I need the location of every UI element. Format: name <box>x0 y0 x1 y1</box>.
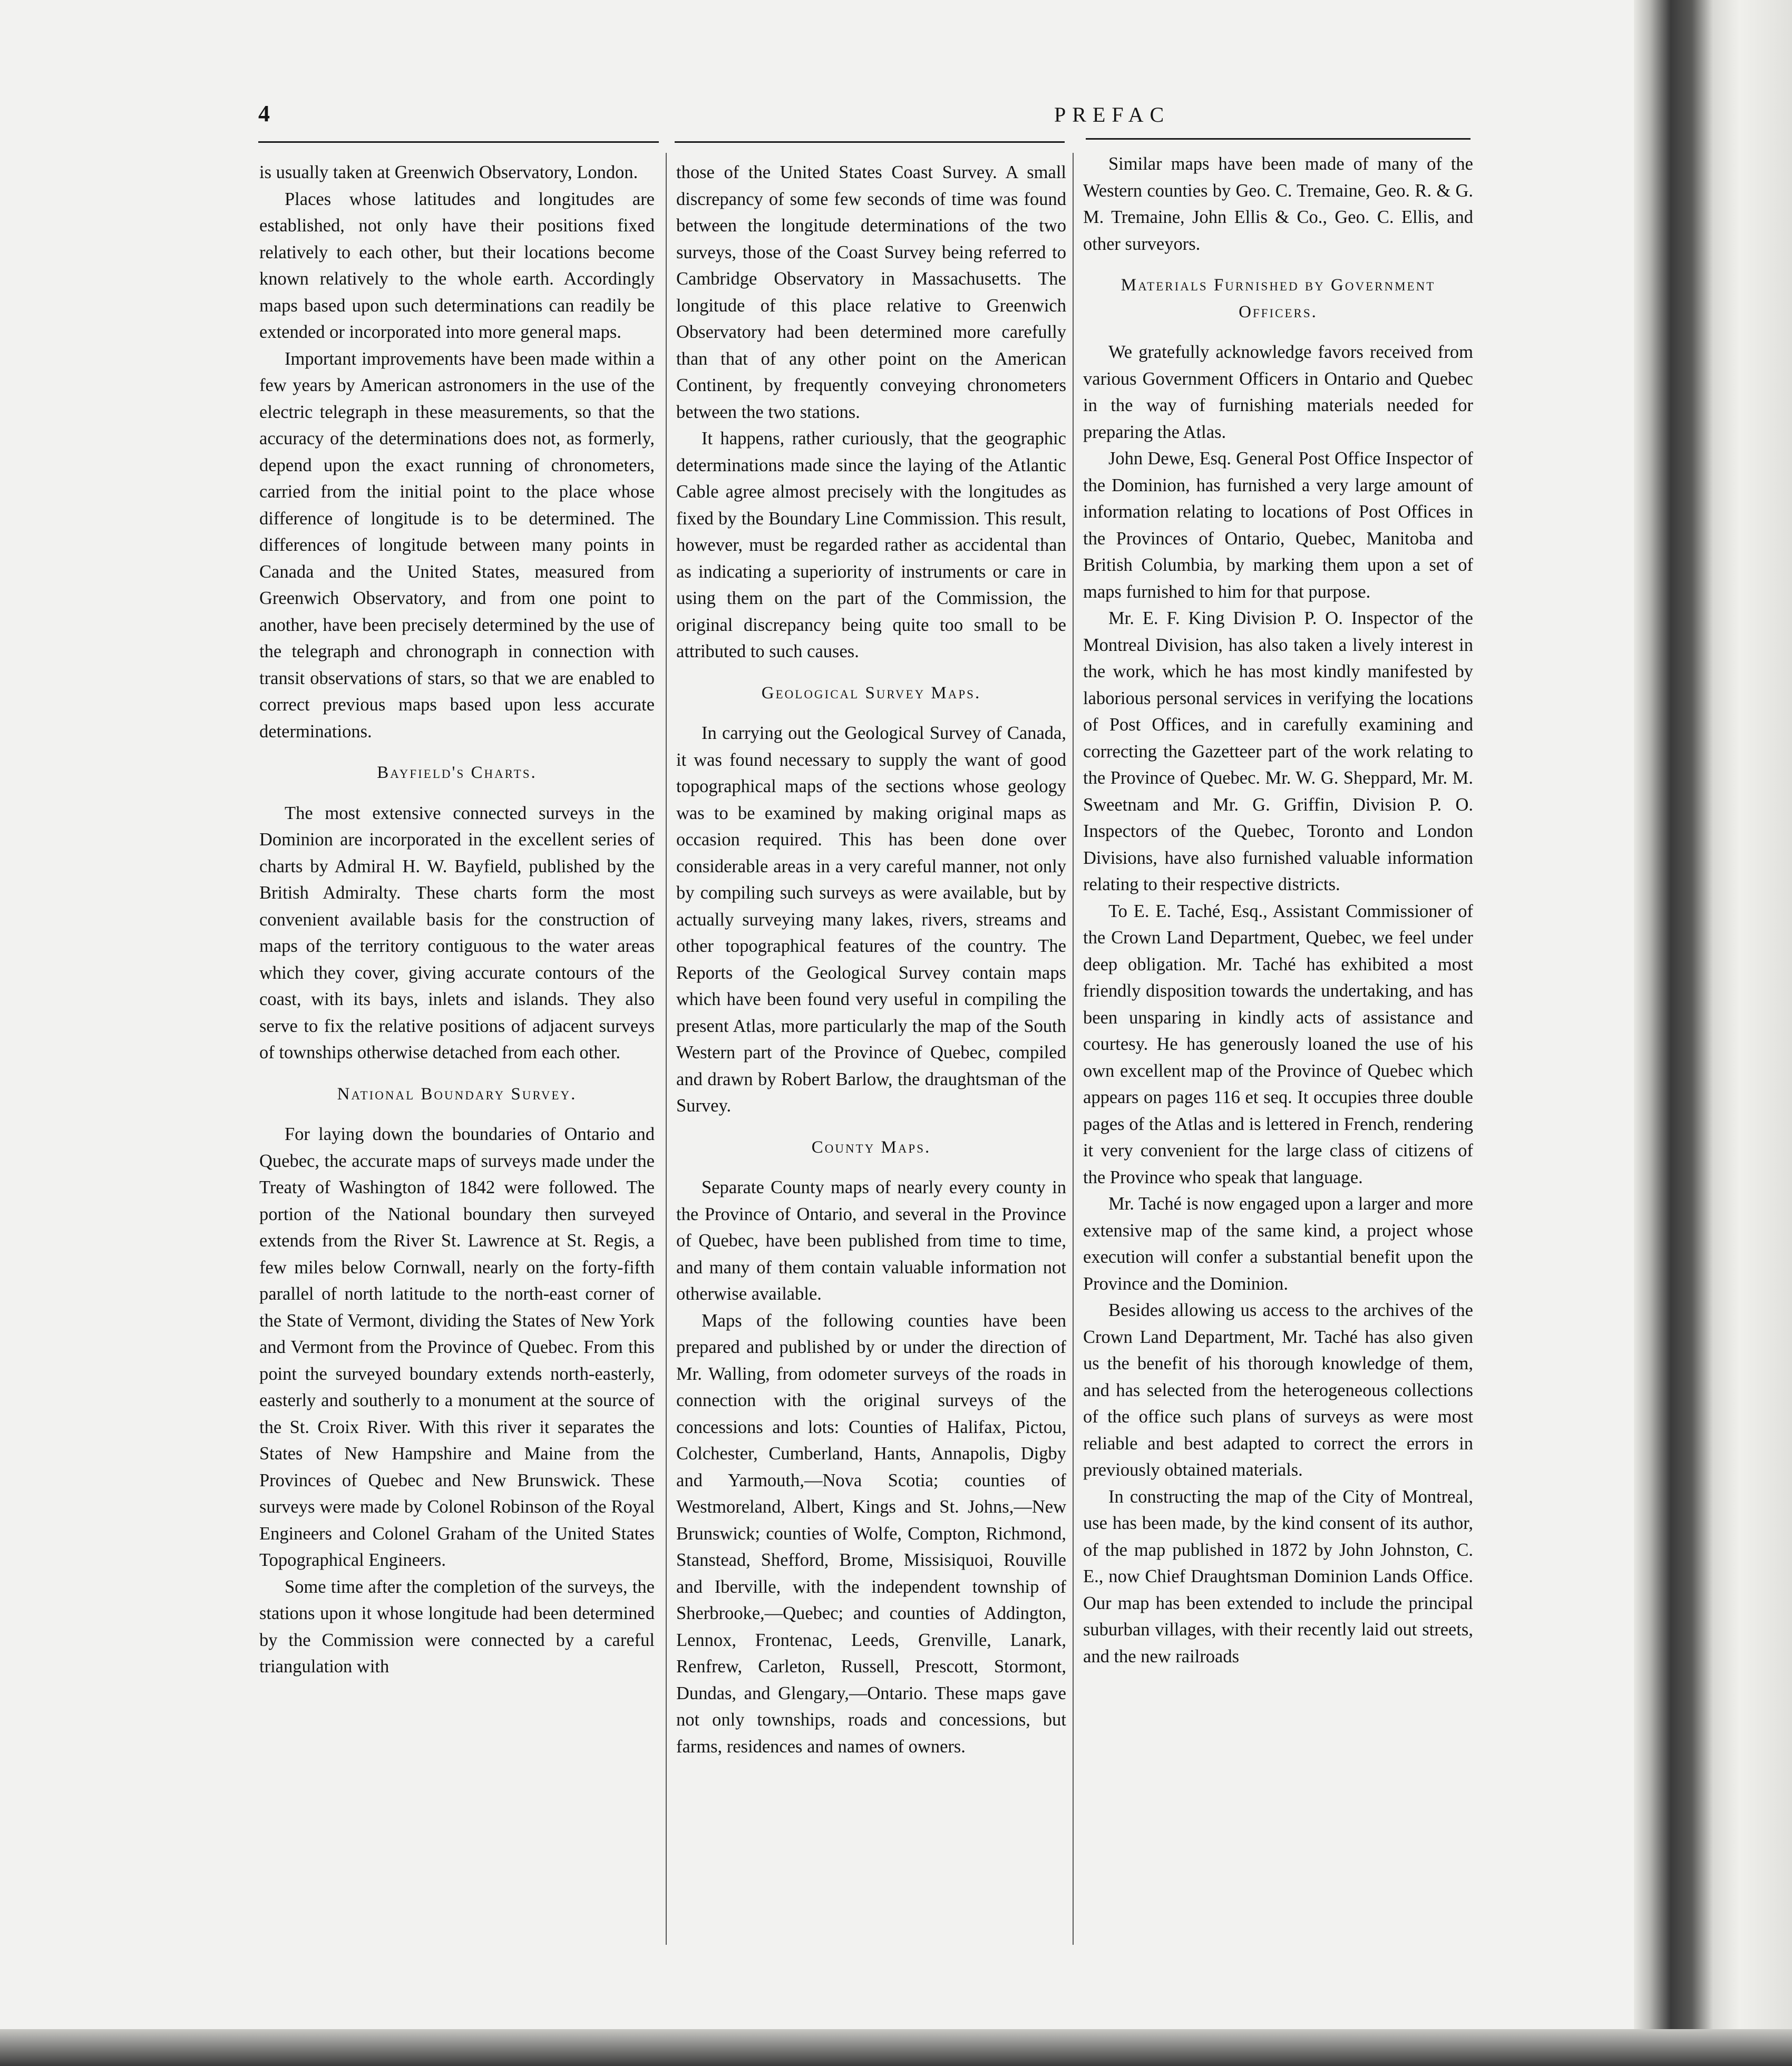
paragraph: It happens, rather curiously, that the geographic determinations made since the laying of the Atlantic Cable agree almost precisely with the longitudes as fixed by the Boundary Line Commission. This result, however, must be regarded rather as accidental than as indicating a superiority of instruments or care in using them on the part of the Commission, the original discrepancy being quite too small to be attributed to such causes. <box>676 428 1066 661</box>
section-heading: Materials Furnished by Government Officers. <box>1121 276 1436 321</box>
paragraph: The most extensive connected surveys in the Dominion are incorporated in the excellent series of charts by Admiral H. W. Bayfield, published by the British Admiralty. These charts form the most convenient available basis for the construction of maps of the territory contiguous to the water areas which they cover, giving accurate contours of the coast, with its bays, inlets and islands. They also serve to fix the relative positions of adjacent surveys of townships otherwise detached from each other. <box>259 803 655 1063</box>
page-number: 4 <box>258 101 270 126</box>
paragraph: We gratefully acknowledge favors received from various Government Officers in Ontario and Quebec in the way of furnishing materials needed for preparing the Atlas. <box>1083 342 1473 442</box>
column-2 <box>676 159 1066 1760</box>
running-head: PREFAC <box>1054 103 1171 126</box>
page-bottom-shadow <box>0 2029 1792 2066</box>
paragraph: Mr. Taché is now engaged upon a larger and more extensive map of the same kind, a project whose execution will confer a substantial benefit upon the Province and the Dominion. <box>1083 1194 1473 1294</box>
paragraph: John Dewe, Esq. General Post Office Inspector of the Dominion, has furnished a very large amount of information relating to locations of Post Offices in the Provinces of Ontario, Quebec, Manitoba and British Columbia, by marking them upon a set of maps furnished to him for that purpose. <box>1083 449 1473 602</box>
paragraph: Mr. E. F. King Division P. O. Inspector of the Montreal Division, has also taken a lively interest in the work, which he has most kindly manifested by laborious personal services in verifying the locations of Post Offices, and in carefully examining and correcting the Gazetteer part of the work relating to the Province of Quebec. Mr. W. G. Sheppard, Mr. M. Sweetnam and Mr. G. Griffin, Division P. O. Inspectors of the Quebec, Toronto and London Divisions, have also furnished valuable information relating to their respective districts. <box>1083 608 1473 894</box>
paragraph: Besides allowing us access to the archives of the Crown Land Department, Mr. Taché has also given us the benefit of his thorough knowledge of them, and has selected from the heterogeneous collections of the office such plans of surveys as were most reliable and best adapted to correct the errors in previously obtained materials. <box>1083 1300 1473 1480</box>
paragraph: Important improvements have been made within a few years by American astronomers in the use of the electric telegraph in these measurements, so that the accuracy of the determinations does not, as formerly, depend upon the exact running of chronometers, carried from the initial point to the place whose difference of longitude is to be determined. The differences of longitude between many points in Canada and the United States, measured from Greenwich Observatory, and from one point to another, have been precisely determined by the use of the telegraph and chronograph in connection with transit observations of stars, so that we are enabled to correct previous maps based upon less accurate determinations. <box>259 348 655 742</box>
section-heading: National Boundary Survey. <box>337 1084 577 1104</box>
paragraph: In carrying out the Geological Survey of Canada, it was found necessary to supply the want of good topographical maps of the sections whose geology was to be examined by making original maps as occasion required. This has been done over considerable areas in a very careful manner, not only by compiling such surveys as were available, but by actually surveying many lakes, rivers, streams and other topographical features of the country. The Reports of the Geological Survey contain maps which have been found very useful in compiling the present Atlas, more particularly the map of the South Western part of the Province of Quebec, compiled and drawn by Robert Barlow, the draughtsman of the Survey. <box>676 723 1066 1116</box>
section-heading: County Maps. <box>811 1137 931 1157</box>
paragraph: To E. E. Taché, Esq., Assistant Commissioner of the Crown Land Department, Quebec, we feel under deep obligation. Mr. Taché has exhibited a most friendly disposition towards the undertaking, and has been unsparing in kindly acts of assistance and courtesy. He has generously loaned the use of his own excellent map of the Province of Quebec which appears on pages 116 et seq. It occupies three double pages of the Atlas and is lettered in French, rendering it very convenient for the large class of citizens of the Province who speak that language. <box>1083 901 1473 1187</box>
paragraph: For laying down the boundaries of Ontario and Quebec, the accurate maps of surveys made under the Treaty of Washington of 1842 were followed. The portion of the National boundary then surveyed extends from the River St. Lawrence at St. Regis, a few miles below Cornwall, nearly on the forty-fifth parallel of north latitude to the north-east corner of the State of Vermont, dividing the States of New York and Vermont from the Province of Quebec. From this point the surveyed boundary extends north-easterly, easterly and southerly to a monument at the source of the St. Croix River. With this river it separates the States of New Hampshire and Maine from the Provinces of Quebec and New Brunswick. These surveys were made by Colonel Robinson of the Royal Engineers and Colonel Graham of the United States Topographical Engineers. <box>259 1124 655 1570</box>
paragraph: Separate County maps of nearly every county in the Province of Ontario, and several in the Province of Quebec, have been published from time to time, and many of them contain valuable information not otherwise available. <box>676 1177 1066 1304</box>
column-1 <box>259 159 655 1680</box>
section-heading: Geological Survey Maps. <box>761 683 981 703</box>
column-3 <box>1083 151 1473 1670</box>
paragraph: is usually taken at Greenwich Observatory, London. <box>259 162 638 182</box>
header-rule-middle <box>675 141 1065 143</box>
paragraph: Maps of the following counties have been prepared and published by or under the direction of Mr. Walling, from odometer surveys of the roads in connection with the original surveys of the concessions and lots: Counties of Halifax, Pictou, Colchester, Cumberland, Hants, Annapolis, Digby and Yarmouth,—Nova Scotia; counties of Westmoreland, Albert, Kings and St. Johns,—New Brunswick; counties of Wolfe, Compton, Richmond, Stanstead, Shefford, Brome, Missisiquoi, Rouville and Iberville, with the independent township of Sherbrooke,—Quebec; and counties of Addington, Lennox, Frontenac, Leeds, Grenville, Lanark, Renfrew, Carleton, Russell, Prescott, Stormont, Dundas, and Glengary,—Ontario. These maps gave not only townships, roads and concessions, but farms, residences and names of owners. <box>676 1310 1066 1757</box>
page-header <box>258 100 1470 132</box>
column-divider-2 <box>1073 153 1074 1945</box>
column-divider-1 <box>666 153 667 1945</box>
header-rule-left <box>258 141 659 143</box>
paragraph: In constructing the map of the City of Montreal, use has been made, by the kind consent of its author, of the map published in 1872 by John Johnston, C. E., now Chief Draughtsman Dominion Lands Office. Our map has been extended to include the principal suburban villages, with their recently laid out streets, and the new railroads <box>1083 1486 1473 1667</box>
paragraph: Places whose latitudes and longitudes are established, not only have their positions fixed relatively to each other, but their locations become known relatively to the whole earth. Accordingly maps based upon such determinations can readily be extended or incorporated into more general maps. <box>259 189 655 342</box>
paragraph: Similar maps have been made of many of the Western counties by Geo. C. Tremaine, Geo. R. & G. M. Tremaine, John Ellis & Co., Geo. C. Ellis, and other surveyors. <box>1083 154 1473 254</box>
paragraph: Some time after the completion of the surveys, the stations upon it whose longitude had been determined by the Commission were connected by a careful triangulation with <box>259 1576 655 1677</box>
paragraph: those of the United States Coast Survey. A small discrepancy of some few seconds of time was found between the longitude determinations of the two surveys, those of the Coast Survey being referred to Cambridge Observatory in Massachusetts. The longitude of this place relative to Greenwich Observatory had been determined more carefully than that of any other point on the American Continent, by frequently conveying chronometers between the two stations. <box>676 162 1066 422</box>
section-heading: Bayfield's Charts. <box>377 763 537 782</box>
header-rule-right <box>1086 138 1470 140</box>
page-binding-edge <box>1634 0 1792 2066</box>
